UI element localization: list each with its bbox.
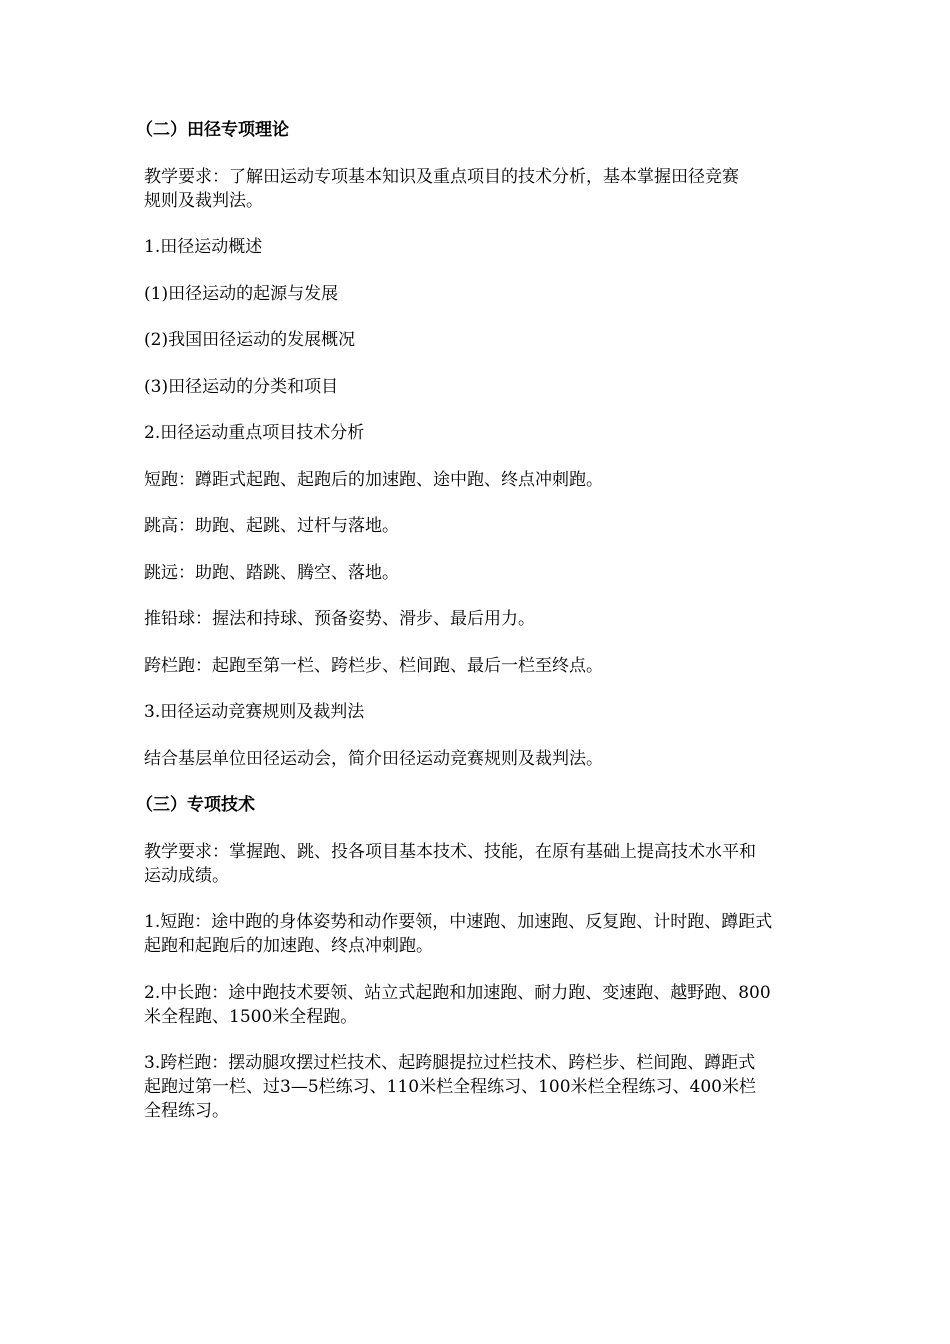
section-heading-special-technique: （三）专项技术 (136, 795, 255, 815)
technique-paragraph-hurdles (144, 1051, 808, 1123)
document-body (136, 118, 808, 1146)
subitem-origin: (1)田径运动的起源与发展 (144, 283, 339, 304)
text-line: 运动成绩。 (144, 865, 229, 886)
text-line: 米全程跑、1500米全程跑。 (144, 1006, 358, 1027)
technique-shot-put: 推铅球：握法和持球、预备姿势、滑步、最后用力。 (144, 609, 535, 629)
text-line: 起跑过第一栏、过3—5栏练习、110米栏全程练习、100米栏全程练习、400米栏 (144, 1077, 756, 1097)
text-line: 起跑和起跑后的加速跑、终点冲刺跑。 (144, 936, 433, 956)
subitem-domestic-development: (2)我国田径运动的发展概况 (144, 330, 356, 350)
technique-hurdles: 跨栏跑：起跑至第一栏、跨栏步、栏间跑、最后一栏至终点。 (144, 655, 603, 676)
teaching-requirement-paragraph (144, 840, 808, 888)
text-line: 2.中长跑：途中跑技术要领、站立式起跑和加速跑、耐力跑、变速跑、越野跑、800 (144, 982, 771, 1003)
technique-sprint: 短跑：蹲距式起跑、起跑后的加速跑、途中跑、终点冲刺跑。 (144, 469, 603, 490)
item-title-technique-analysis: 2.田径运动重点项目技术分析 (144, 423, 365, 443)
subitem-classification: (3)田径运动的分类和项目 (144, 376, 339, 397)
item-title-overview: 1.田径运动概述 (144, 237, 263, 257)
technique-paragraph-sprint (144, 910, 808, 958)
technique-paragraph-middle-distance (144, 981, 808, 1029)
section-heading-track-field-theory: （二）田径专项理论 (136, 120, 289, 140)
text-line: 3.跨栏跑：摆动腿攻摆过栏技术、起跨腿提拉过栏技术、跨栏步、栏间跑、蹲距式 (144, 1053, 756, 1073)
text-line: 教学要求：掌握跑、跳、投各项目基本技术、技能，在原有基础上提高技术水平和 (144, 841, 756, 862)
technique-long-jump: 跳远：助跑、踏跳、腾空、落地。 (144, 562, 399, 583)
text-line: 全程练习。 (144, 1101, 229, 1121)
technique-high-jump: 跳高：助跑、起跳、过杆与落地。 (144, 516, 399, 536)
teaching-requirement-paragraph (144, 165, 808, 213)
text-line: 1.短跑：途中跑的身体姿势和动作要领，中速跑、加速跑、反复跑、计时跑、蹲距式 (144, 912, 773, 932)
item-title-rules: 3.田径运动竞赛规则及裁判法 (144, 702, 365, 722)
text-line: 规则及裁判法。 (144, 190, 263, 211)
rules-description: 结合基层单位田径运动会，简介田径运动竞赛规则及裁判法。 (144, 748, 603, 769)
text-line: 教学要求：了解田运动专项基本知识及重点项目的技术分析，基本掌握田径竞赛 (144, 166, 739, 187)
